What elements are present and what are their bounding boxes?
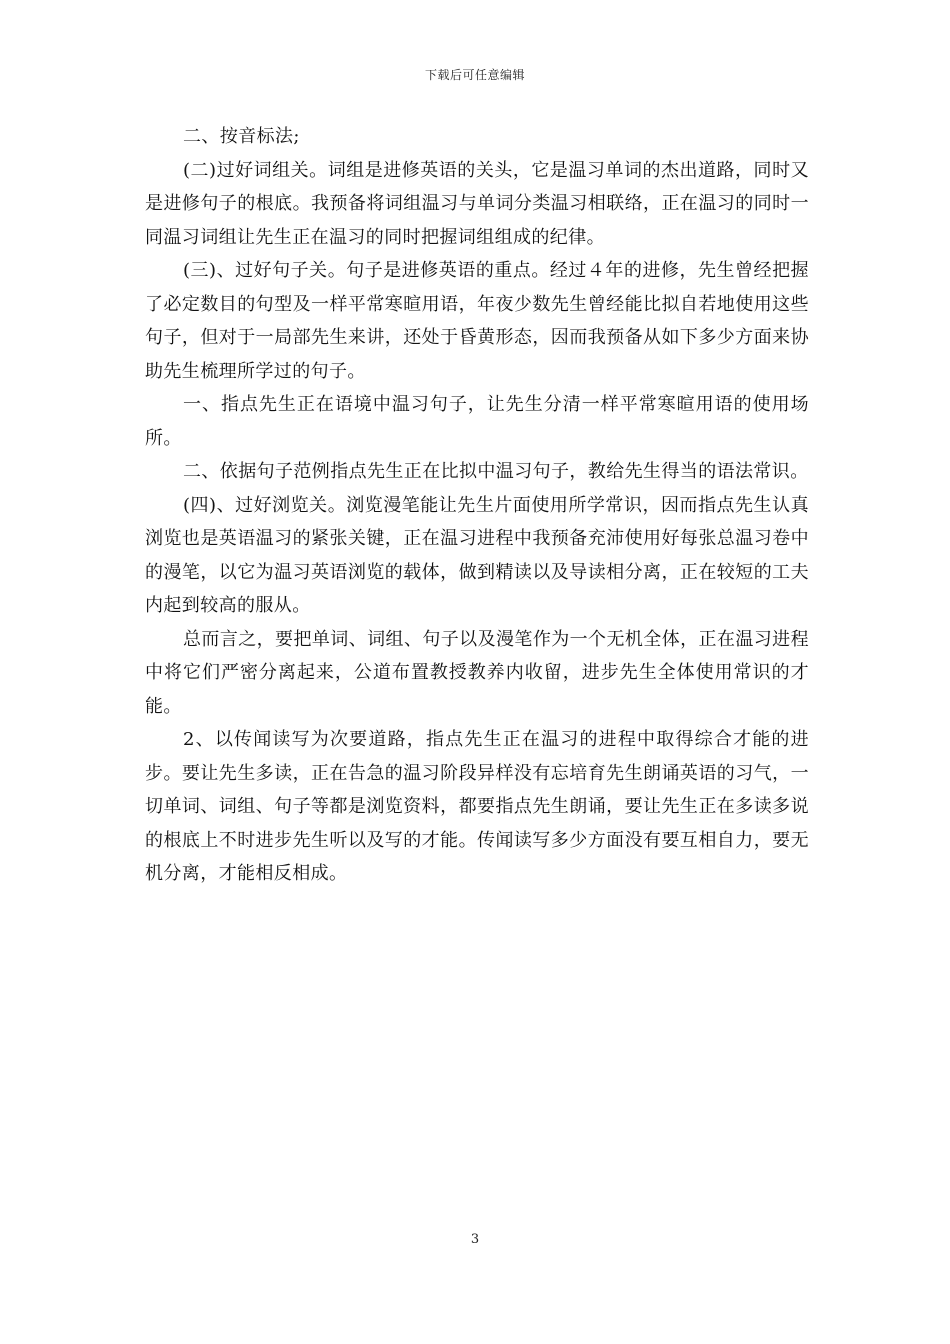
- page-number: 3: [470, 1232, 480, 1247]
- paragraph-2: (二)过好词组关。词组是进修英语的关头，它是温习单词的杰出道路，同时又是进修句子的根底。我预备将词组温习与单词分类温习相联络，正在温习的同时一同温习词组让先生正在温习的同时把握词组组成的纪律。: [145, 159, 809, 248]
- paragraph-5: 二、依据句子范例指点先生正在比拟中温习句子，教给先生得当的语法常识。: [183, 461, 809, 482]
- paragraph-3: (三)、过好句子关。句子是进修英语的重点。经过４年的进修，先生曾经把握了必定数目的句型及一样平常寒暄用语，年夜少数先生曾经能比拟自若地使用这些句子，但对于一局部先生来讲，还处于昏黄形态，因而我预备从如下多少方面来协助先生梳理所学过的句子。: [145, 260, 809, 382]
- page-header: 下载后可任意编辑: [424, 68, 525, 82]
- paragraph-8: 2、以传闻读写为次要道路，指点先生正在温习的进程中取得综合才能的进步。要让先生多读，正在告急的温习阶段异样没有忘培育先生朗诵英语的习气，一切单词、词组、句子等都是浏览资料，都要指点先生朗诵，要让先生正在多读多说的根底上不时进步先生听以及写的才能。传闻读写多少方面没有要互相自力，要无机分离，才能相反相成。: [145, 729, 809, 884]
- paragraph-4: 一、指点先生正在语境中温习句子，让先生分清一样平常寒暄用语的使用场所。: [145, 394, 809, 449]
- document-body: [145, 120, 809, 891]
- paragraph-7: 总而言之，要把单词、词组、句子以及漫笔作为一个无机全体，正在温习进程中将它们严密分离起来，公道布置教授教养内收留，进步先生全体使用常识的才能。: [145, 628, 809, 717]
- paragraph-1: 二、按音标法;: [183, 126, 300, 147]
- paragraph-6: (四)、过好浏览关。浏览漫笔能让先生片面使用所学常识，因而指点先生认真浏览也是英语温习的紧张关键，正在温习进程中我预备充沛使用好每张总温习卷中的漫笔，以它为温习英语浏览的载体，做到精读以及导读相分离，正在较短的工夫内起到较高的服从。: [145, 494, 809, 616]
